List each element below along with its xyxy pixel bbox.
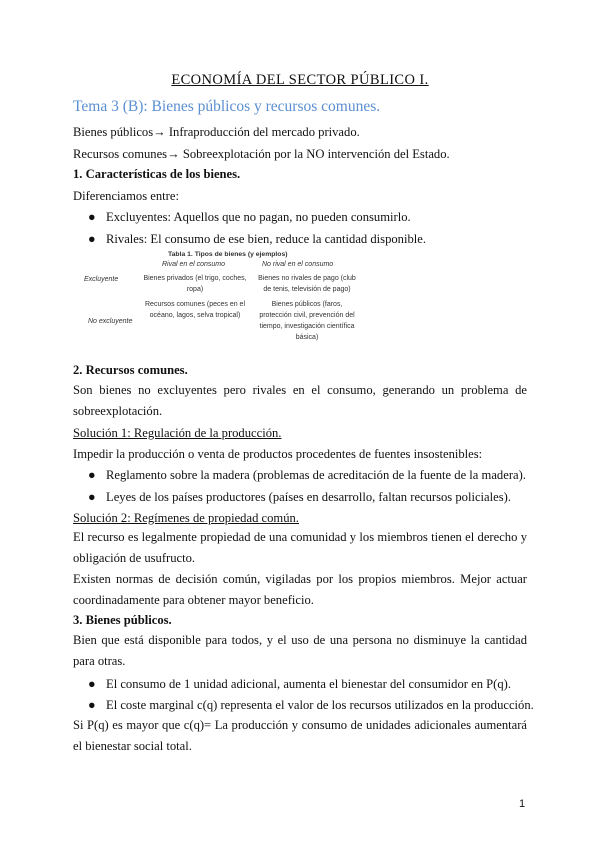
bullet-dot: ● bbox=[88, 490, 96, 504]
cell-line: tiempo, investigación científica bbox=[259, 323, 355, 330]
solution2-title: Solución 2: Regímenes de propiedad común. bbox=[73, 511, 299, 525]
table-cell-private-goods bbox=[140, 273, 250, 295]
table-row-excludable: Excluyente bbox=[84, 276, 119, 283]
cell-line: de tenis, televisión de pago) bbox=[263, 286, 351, 293]
solution2-paragraph2: Existen normas de decisión común, vigiladas por los propios miembros. Mejor actuar coordinadamente para obtener mayor beneficio. bbox=[73, 572, 527, 607]
cell-line: protección civil, prevención del bbox=[259, 312, 355, 319]
bullet-dot: ● bbox=[88, 468, 96, 482]
section3-description: Bien que está disponible para todos, y el uso de una persona no disminuye la cantidad para otras. bbox=[73, 633, 527, 668]
bullet-marginal-cost bbox=[88, 697, 534, 713]
section1-lead: Diferenciamos entre: bbox=[73, 189, 179, 203]
bullet-text: Rivales: El consumo de ese bien, reduce la cantidad disponible. bbox=[106, 232, 426, 246]
cell-line: Bienes no rivales de pago (club bbox=[258, 275, 356, 282]
section2-description: Son bienes no excluyentes pero rivales en el consumo, generando un problema de sobreexplotación. bbox=[73, 383, 527, 418]
bullet-text: El coste marginal c(q) representa el valor de los recursos utilizados en la producción. bbox=[106, 698, 534, 712]
bullet-dot: ● bbox=[88, 210, 96, 224]
cell-line: Bienes privados (el trigo, coches, bbox=[143, 275, 247, 282]
solution2-paragraph1: El recurso es legalmente propiedad de una comunidad y los miembros tienen el derecho y obligación de usufructo. bbox=[73, 530, 527, 565]
section1-heading: 1. Características de los bienes. bbox=[73, 167, 241, 181]
bullet-rivales bbox=[88, 231, 426, 247]
section3-heading: 3. Bienes públicos. bbox=[73, 613, 172, 627]
bullet-text: El consumo de 1 unidad adicional, aumenta el bienestar del consumidor en P(q). bbox=[106, 677, 511, 691]
topic-heading: Tema 3 (B): Bienes públicos y recursos comunes. bbox=[73, 98, 381, 115]
cell-line: básica) bbox=[295, 334, 319, 341]
cell-line: ropa) bbox=[186, 286, 204, 293]
intro-line-common-resources: Recursos comunes→ Sobreexplotación por la NO intervención del Estado. bbox=[73, 147, 450, 161]
intro-line-public-goods: Bienes públicos→ Infraproducción del mercado privado. bbox=[73, 125, 360, 139]
cell-line: Bienes públicos (faros, bbox=[271, 301, 343, 308]
bullet-excluyentes bbox=[88, 209, 411, 225]
table-col-rival: Rival en el consumo bbox=[162, 261, 226, 268]
bullet-text: Leyes de los países productores (países en desarrollo, faltan recursos policiales). bbox=[106, 490, 511, 504]
page-number: 1 bbox=[519, 798, 526, 810]
table-title: Tabla 1. Tipos de bienes (y ejemplos) bbox=[168, 251, 288, 258]
cell-line: océano, lagos, selva tropical) bbox=[149, 312, 241, 319]
goods-types-table bbox=[84, 251, 364, 351]
bullet-dot: ● bbox=[88, 677, 96, 691]
solution1-title: Solución 1: Regulación de la producción. bbox=[73, 426, 282, 440]
table-col-non-rival: No rival en el consumo bbox=[262, 261, 334, 268]
bullet-text: Excluyentes: Aquellos que no pagan, no pueden consumirlo. bbox=[106, 210, 411, 224]
section3-closing: Si P(q) es mayor que c(q)= La producción y consumo de unidades adicionales aumentará el bienestar social total. bbox=[73, 718, 527, 753]
table-cell-common-resources bbox=[140, 299, 250, 321]
bullet-text: Reglamento sobre la madera (problemas de acreditación de la fuente de la madera). bbox=[106, 468, 526, 482]
table-row-non-excludable: No excluyente bbox=[88, 318, 133, 325]
bullet-wood-regulation bbox=[88, 467, 526, 483]
bullet-producer-laws bbox=[88, 489, 511, 505]
section2-heading: 2. Recursos comunes. bbox=[73, 363, 188, 377]
bullet-dot: ● bbox=[88, 698, 96, 712]
table-cell-club-goods bbox=[250, 273, 364, 295]
bullet-dot: ● bbox=[88, 232, 96, 246]
document-title: ECONOMÍA DEL SECTOR PÚBLICO I. bbox=[171, 72, 429, 88]
cell-line: Recursos comunes (peces en el bbox=[145, 301, 245, 308]
table-cell-public-goods bbox=[250, 299, 364, 343]
solution1-lead: Impedir la producción o venta de productos procedentes de fuentes insostenibles: bbox=[73, 447, 483, 461]
bullet-marginal-benefit bbox=[88, 676, 511, 692]
